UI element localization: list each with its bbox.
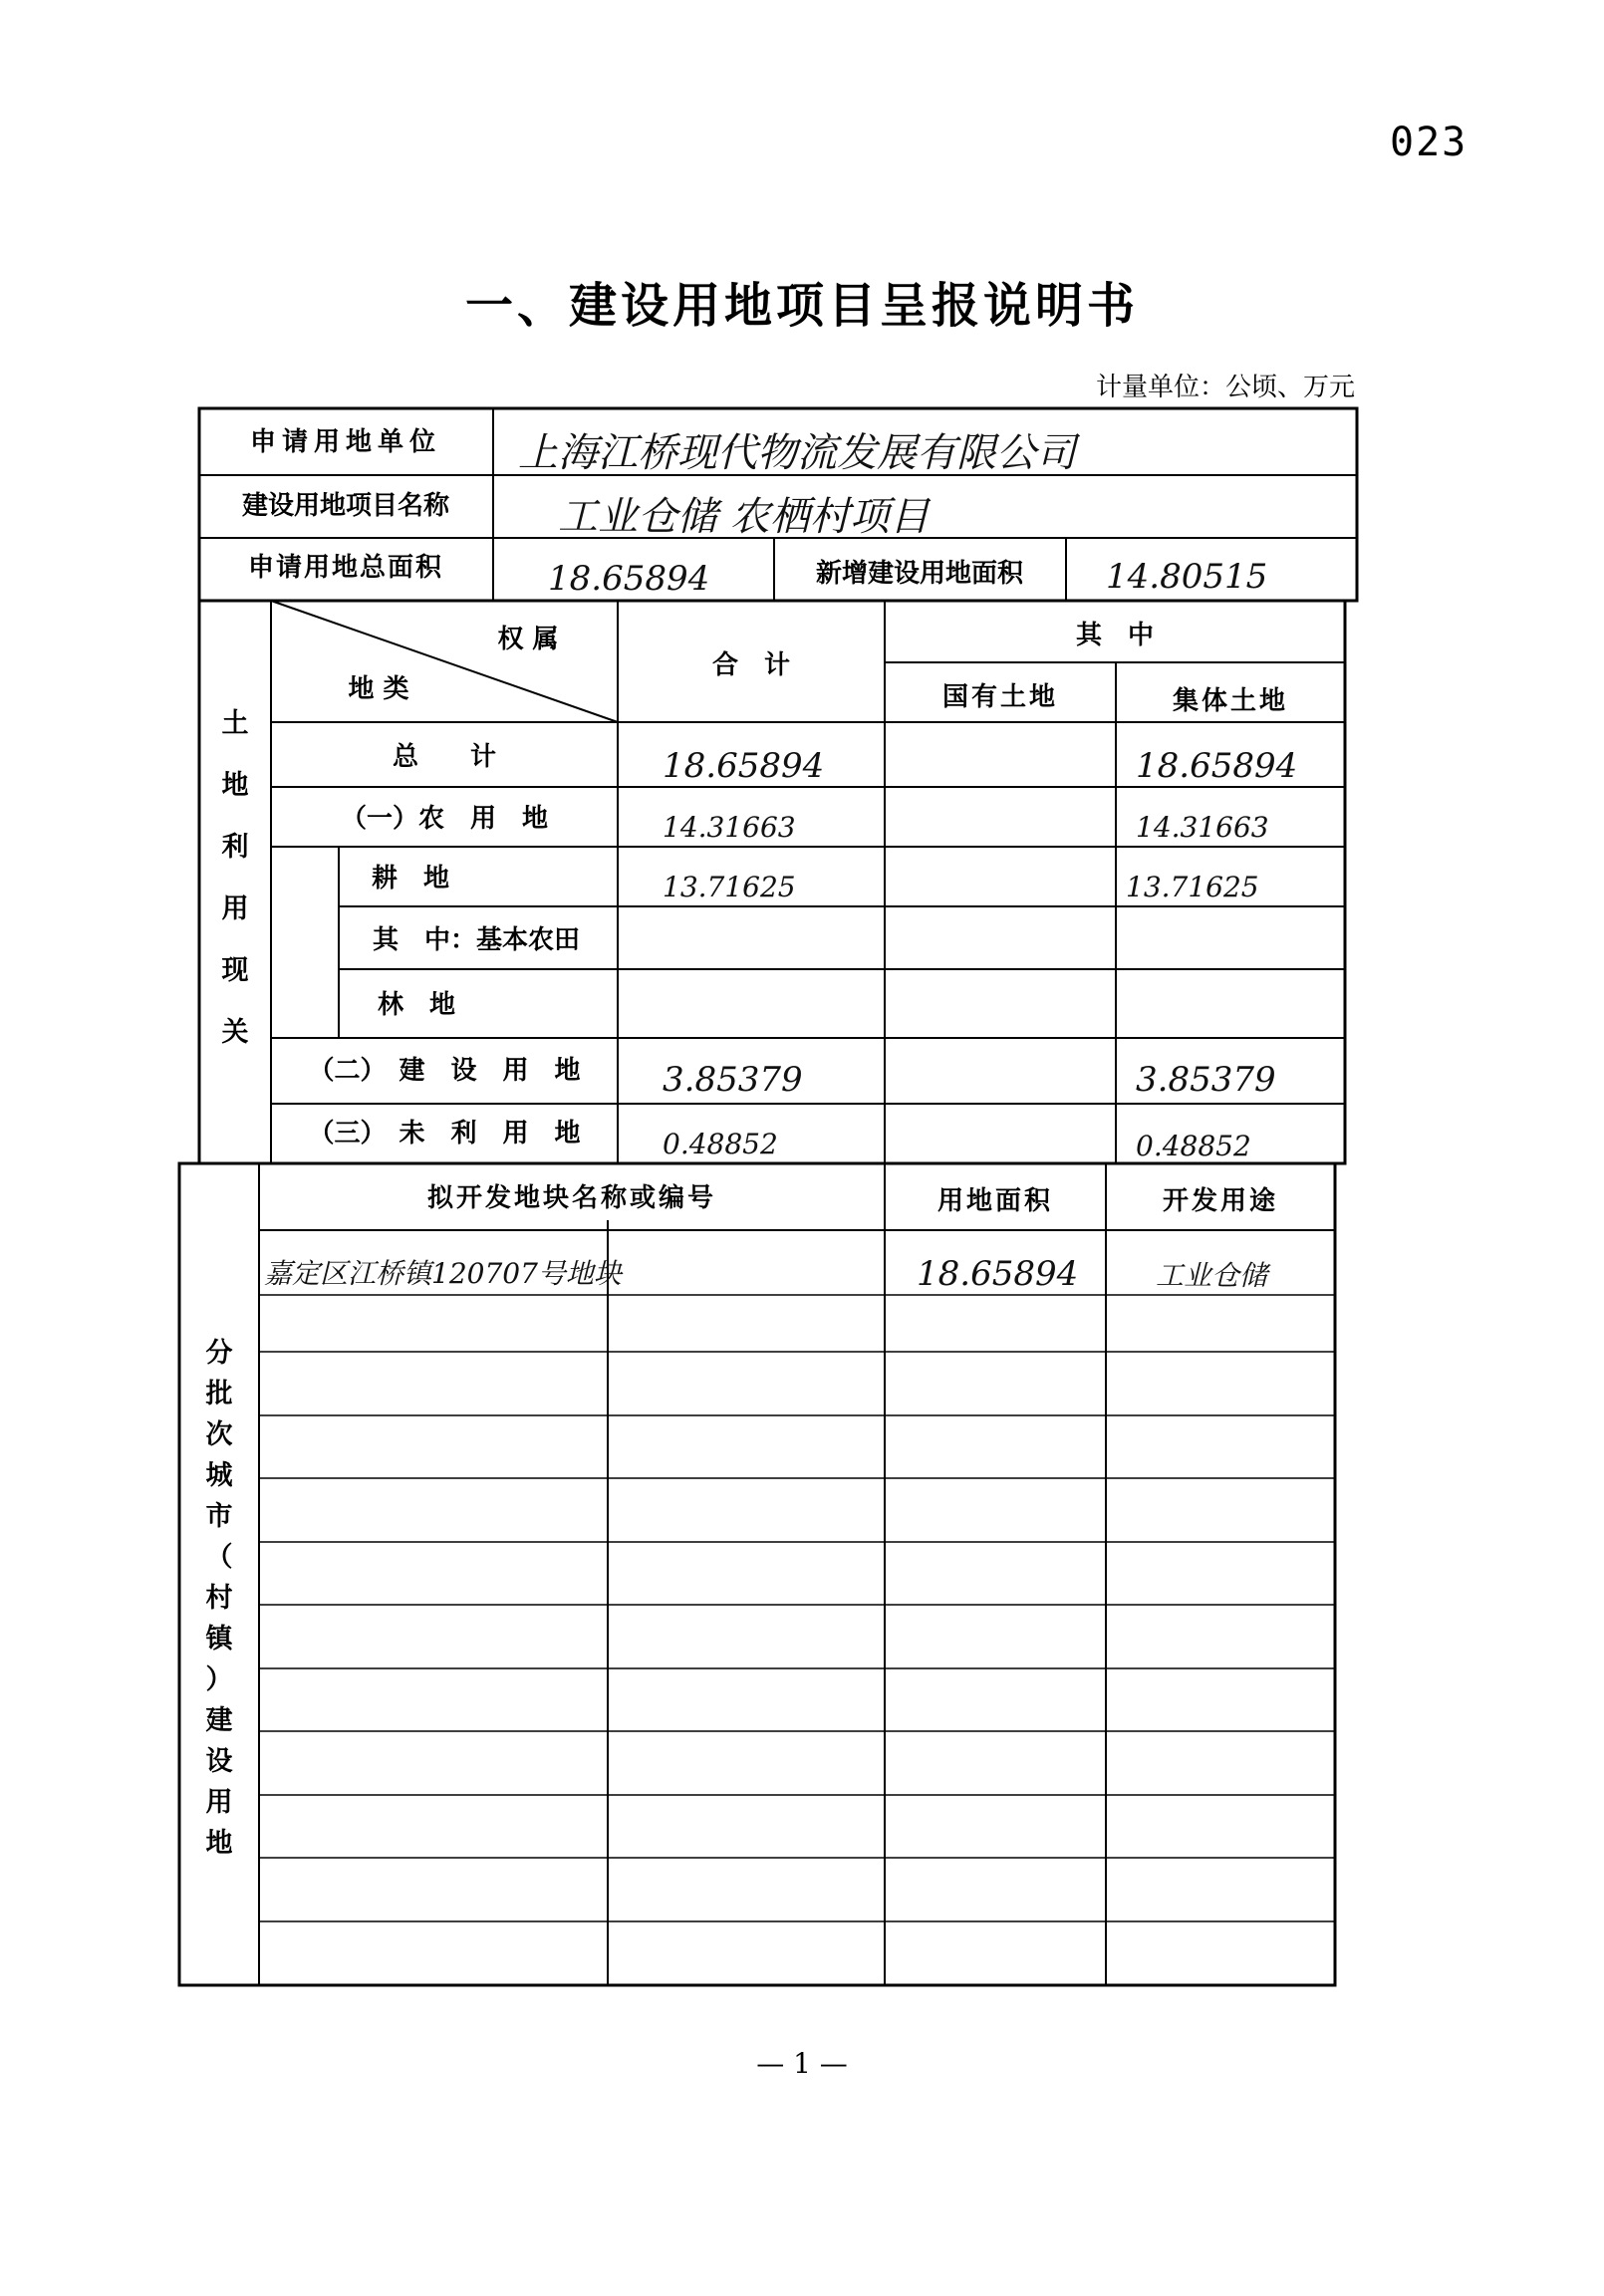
diagonal-bottom-label: 地 类: [348, 674, 409, 704]
batch-row-use: 工业仓储: [1156, 1259, 1268, 1292]
col-collective-header: 集体土地: [1172, 686, 1289, 716]
batch-section-label-char: 地: [205, 1828, 233, 1859]
page-footer: — 1 —: [756, 2047, 848, 2080]
batch-section-label-char: 次: [205, 1419, 233, 1450]
row-agricultural-collective: 14.31663: [1136, 811, 1269, 844]
new-area-value: 14.80515: [1106, 557, 1268, 597]
row-unused-total: 0.48852: [663, 1128, 778, 1160]
total-area-label: 申请用地总面积: [247, 553, 444, 583]
land-use-section-label-char: 用: [221, 893, 249, 924]
diagonal-top-label: 权 属: [497, 625, 559, 654]
page-stamp: 023: [1390, 120, 1469, 165]
batch-col-name-header: 拟开发地块名称或编号: [426, 1183, 717, 1213]
batch-row-area: 18.65894: [917, 1254, 1079, 1294]
batch-section-label-char: ）: [205, 1664, 233, 1695]
batch-section-label-char: 镇: [205, 1624, 233, 1655]
applicant-value: 上海江桥现代物流发展有限公司: [518, 430, 1076, 476]
col-of-which-header: 其 中: [1075, 621, 1155, 650]
row-agricultural-total: 14.31663: [663, 811, 796, 844]
row-label-cultivated: 耕 地: [371, 864, 450, 893]
land-use-section-label-char: 土: [221, 708, 249, 739]
batch-section-label-char: 村: [205, 1583, 233, 1614]
unit-note: 计量单位：公顷、万元: [1095, 373, 1355, 402]
row-label-unused: （三） 未 利 用 地: [308, 1119, 581, 1148]
diagonal-divider: [271, 601, 618, 722]
row-total-value: 18.65894: [663, 746, 825, 786]
project-name-value: 工业仓储 农栖村项目: [558, 494, 930, 540]
batch-col-area-header: 用地面积: [936, 1186, 1054, 1216]
new-area-label: 新增建设用地面积: [815, 559, 1024, 589]
batch-section-label-char: 城: [205, 1460, 233, 1491]
batch-section-label-char: 批: [205, 1379, 233, 1409]
row-total-collective: 18.65894: [1136, 746, 1298, 786]
row-label-agricultural: （一）农 用 地: [340, 804, 549, 834]
row-label-construction: （二） 建 设 用 地: [308, 1056, 581, 1086]
row-unused-collective: 0.48852: [1136, 1130, 1251, 1162]
batch-row-name: 嘉定区江桥镇120707号地块: [264, 1257, 622, 1290]
batch-col-use-header: 开发用途: [1162, 1186, 1279, 1216]
batch-section-label-char: 分: [205, 1338, 233, 1369]
col-total-header: 合 计: [711, 650, 791, 680]
land-use-section-label-char: 关: [221, 1017, 249, 1048]
land-use-section-label-char: 利: [221, 832, 249, 863]
batch-section-label-char: （: [205, 1542, 233, 1573]
batch-section-label-char: 建: [205, 1705, 233, 1736]
row-label-basic-farmland: 其 中：基本农田: [372, 925, 581, 955]
batch-section-label-char: 用: [205, 1787, 233, 1818]
applicant-label: 申请用地单位: [249, 427, 442, 457]
batch-section-label-char: 设: [205, 1746, 233, 1777]
row-label-forest: 林 地: [377, 990, 456, 1020]
total-area-value: 18.65894: [548, 559, 710, 599]
document-title: 一、建设用地项目呈报说明书: [464, 278, 1139, 334]
row-construction-total: 3.85379: [663, 1060, 803, 1100]
batch-section-label-char: 市: [205, 1501, 233, 1532]
land-use-section-label-char: 地: [221, 770, 249, 801]
row-construction-collective: 3.85379: [1136, 1060, 1276, 1100]
row-cultivated-collective: 13.71625: [1126, 871, 1259, 903]
land-use-section-label-char: 现: [221, 955, 249, 986]
row-label-total: 总 计: [392, 742, 497, 772]
project-name-label: 建设用地项目名称: [241, 491, 450, 521]
col-state-header: 国有土地: [941, 682, 1059, 712]
row-cultivated-total: 13.71625: [663, 871, 796, 903]
